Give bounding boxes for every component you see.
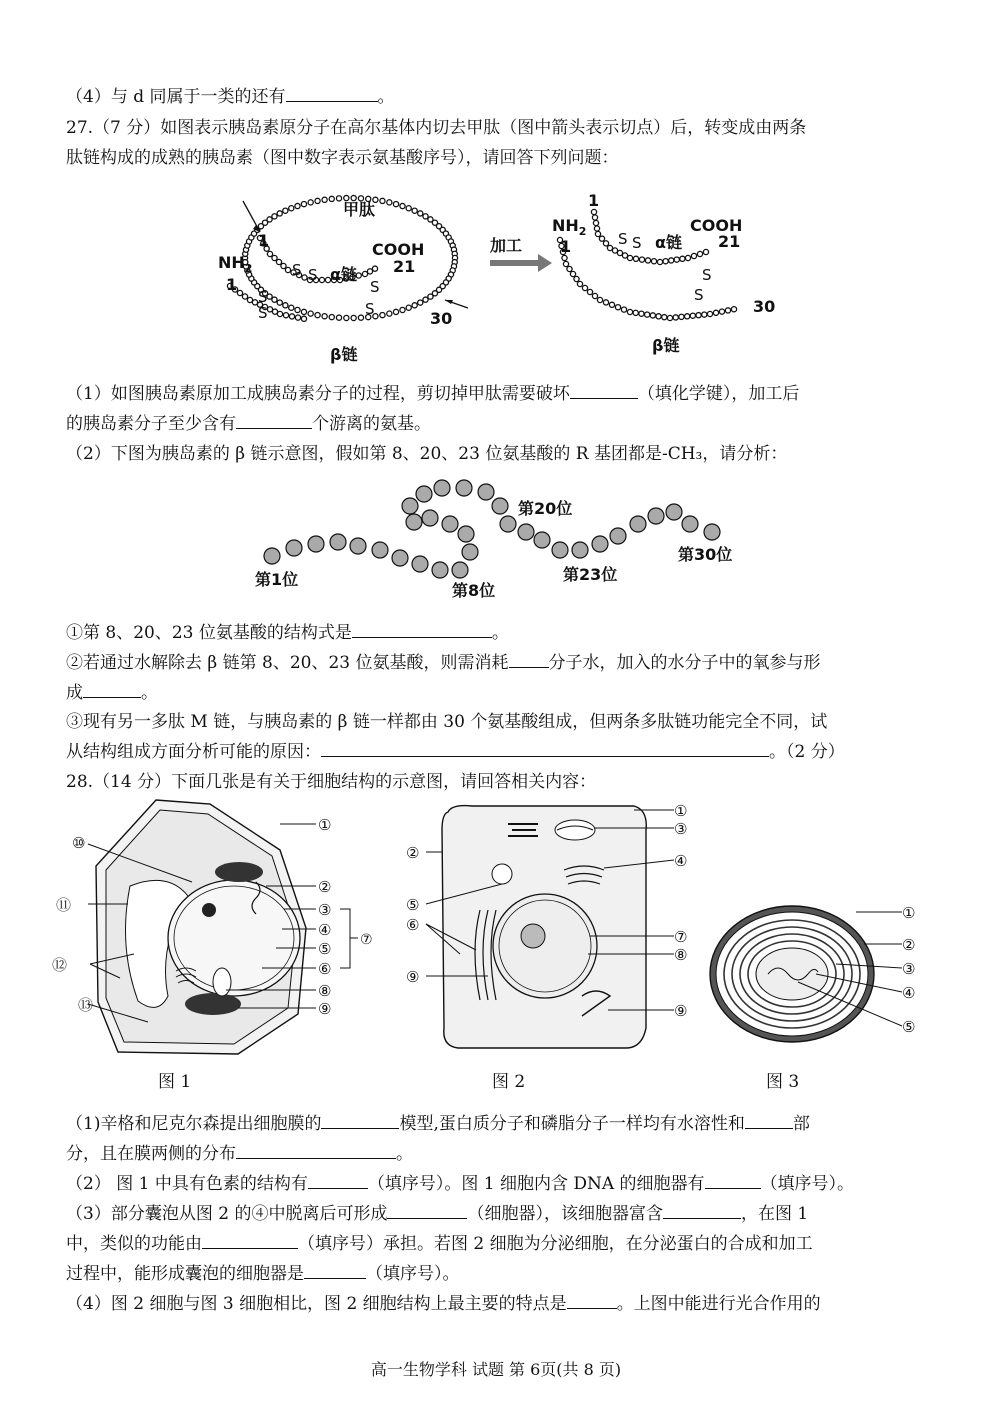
amino-acid-bead xyxy=(380,198,385,203)
amino-acid-bead xyxy=(322,314,327,319)
label-13: ⑬ xyxy=(78,996,94,1014)
label-5: ⑤ xyxy=(902,1018,916,1036)
amino-acid-bead xyxy=(452,562,468,578)
amino-acid-bead xyxy=(264,548,280,564)
amino-acid-bead xyxy=(667,315,672,320)
label-1: ① xyxy=(674,802,688,820)
ss-label: S xyxy=(370,278,380,296)
amino-acid-bead xyxy=(281,263,286,268)
q27-2-3-line1: ③现有另一多肽 M 链，与胰岛素的 β 链一样都由 30 个氨基酸组成，但两条多肽链功能完全不同，试 xyxy=(66,712,828,732)
q27-2-3-line2: 从结构组成方面分析可能的原因： 。（2 分） xyxy=(66,742,845,762)
amino-acid-bead xyxy=(582,285,587,290)
amino-acid-bead xyxy=(402,498,418,514)
amino-acid-bead xyxy=(336,196,341,201)
amino-acid-bead xyxy=(650,313,655,318)
nucleolus xyxy=(521,924,545,948)
amino-acid-bead xyxy=(603,241,608,246)
label-8: ⑧ xyxy=(318,982,332,1000)
amino-acid-bead xyxy=(315,198,320,203)
amino-acid-bead xyxy=(707,311,712,316)
amino-acid-bead xyxy=(456,480,472,496)
amino-acid-bead xyxy=(518,524,534,540)
label-1: ① xyxy=(318,816,332,834)
cut-arrow-1 xyxy=(243,201,260,232)
amino-acid-bead xyxy=(577,281,582,286)
amino-acid-bead xyxy=(358,315,363,320)
answer-blank[interactable] xyxy=(202,1233,298,1249)
position-30-label: 第30位 xyxy=(678,545,733,564)
amino-acid-bead xyxy=(418,211,423,216)
process-arrow-icon xyxy=(490,254,552,272)
answer-blank[interactable] xyxy=(236,1143,396,1159)
num-1-label: 1 xyxy=(588,191,600,210)
amino-acid-bead xyxy=(315,312,320,317)
q28-stem: 28.（14 分）下面几张是有关于细胞结构的示意图，请回答相关内容： xyxy=(66,772,597,792)
amino-acid-bead xyxy=(308,200,313,205)
amino-acid-bead xyxy=(289,206,294,211)
amino-acid-bead xyxy=(330,534,346,550)
q27-stem-line1: 27.（7 分）如图表示胰岛素原分子在高尔基体内切去甲肽（图中箭头表示切点）后，转变成由两条 xyxy=(66,118,807,138)
amino-acid-bead xyxy=(406,305,411,310)
position-8-label: 第8位 xyxy=(452,581,496,600)
label-10: ⑩ xyxy=(72,834,86,852)
amino-acid-bead xyxy=(387,311,392,316)
label-9: ⑨ xyxy=(318,1000,332,1018)
amino-acid-bead xyxy=(679,314,684,319)
label-5: ⑤ xyxy=(318,940,332,958)
label-3: ③ xyxy=(674,820,688,838)
amino-acid-bead xyxy=(633,310,638,315)
cooh-label: COOH xyxy=(372,240,425,259)
num-30-label: 30 xyxy=(430,309,453,328)
amino-acid-bead xyxy=(276,259,281,264)
alpha-chain-label: α链 xyxy=(330,265,357,284)
amino-acid-bead xyxy=(587,289,592,294)
amino-acid-bead xyxy=(367,269,372,274)
nucleolus xyxy=(202,903,216,917)
position-20-label: 第20位 xyxy=(518,499,573,518)
amino-acid-bead xyxy=(272,297,277,302)
answer-blank[interactable] xyxy=(567,1293,617,1309)
amino-acid-bead xyxy=(322,197,327,202)
amino-acid-bead xyxy=(344,315,349,320)
amino-acid-bead xyxy=(657,259,662,264)
ss-label: S xyxy=(258,304,268,322)
amino-acid-bead xyxy=(237,290,242,295)
amino-acid-bead xyxy=(351,315,356,320)
amino-acid-bead xyxy=(416,486,432,502)
q28-3-line1: （3）部分囊泡从图 2 的④中脱离后可形成 （细胞器），该细胞器富含 ，在图 1 xyxy=(66,1204,809,1224)
amino-acid-bead xyxy=(308,536,324,552)
amino-acid-bead xyxy=(295,315,300,320)
amino-acid-bead xyxy=(615,305,620,310)
amino-acid-bead xyxy=(458,526,474,542)
label-3: ③ xyxy=(902,960,916,978)
ss-label: S xyxy=(618,230,628,248)
q28-2-line: （2） 图 1 中具有色素的结构有 （填序号）。图 1 细胞内含 DNA 的细胞器有 （填序号）。 xyxy=(66,1174,855,1194)
num-21-label: 21 xyxy=(393,257,416,276)
label-7: ⑦ xyxy=(674,928,688,946)
amino-acid-bead xyxy=(592,215,597,220)
q28-4-line: （4）图 2 细胞与图 3 细胞相比，图 2 细胞结构上最主要的特点是 。上图中能进行光合作用的 xyxy=(66,1294,821,1314)
amino-acid-bead xyxy=(656,314,661,319)
label-9: ⑨ xyxy=(674,1002,688,1020)
amino-acid-bead xyxy=(591,209,596,214)
amino-acid-bead xyxy=(617,250,622,255)
ss-label: S xyxy=(365,300,375,318)
amino-acid-bead xyxy=(731,307,736,312)
beta-chain-figure xyxy=(250,478,750,608)
beta-chain-label: β链 xyxy=(330,345,358,364)
amino-acid-bead xyxy=(319,277,324,282)
label-1: ① xyxy=(902,904,916,922)
chloroplast xyxy=(215,862,263,882)
amino-acid-bead xyxy=(639,257,644,262)
label-4: ④ xyxy=(318,921,332,939)
amino-acid-bead xyxy=(393,201,398,206)
amino-acid-bead xyxy=(703,249,708,254)
amino-acid-bead xyxy=(630,516,646,532)
amino-acid-bead xyxy=(594,226,599,231)
answer-blank[interactable] xyxy=(509,652,549,668)
amino-acid-bead xyxy=(685,314,690,319)
num-21-label: 21 xyxy=(718,232,741,251)
answer-blank[interactable] xyxy=(304,1263,366,1279)
amino-acid-bead xyxy=(713,310,718,315)
label-2: ② xyxy=(902,936,916,954)
nh2-label: $NH_2$ xyxy=(218,253,253,275)
amino-acid-bead xyxy=(567,266,572,271)
amino-acid-bead xyxy=(500,516,516,532)
amino-acid-bead xyxy=(572,542,588,558)
amino-acid-bead xyxy=(627,309,632,314)
amino-acid-bead xyxy=(607,245,612,250)
label-4: ④ xyxy=(674,852,688,870)
amino-acid-bead xyxy=(651,259,656,264)
amino-acid-bead xyxy=(669,258,674,263)
q28-1-line1: （1)辛格和尼克尔森提出细胞膜的 模型,蛋白质分子和磷脂分子一样均有水溶性和 部 xyxy=(66,1114,810,1134)
amino-acid-bead xyxy=(301,309,306,314)
amino-acid-bead xyxy=(267,251,272,256)
amino-acid-bead xyxy=(492,498,508,514)
amino-acid-bead xyxy=(432,562,448,578)
amino-acid-bead xyxy=(423,297,428,302)
position-23-label: 第23位 xyxy=(563,565,618,584)
answer-blank[interactable] xyxy=(570,383,638,399)
amino-acid-bead xyxy=(412,208,417,213)
figure-3-caption: 图 3 xyxy=(766,1072,800,1092)
q27-stem-line2: 肽链构成的成熟的胰岛素（图中数字表示氨基酸序号），请回答下列问题： xyxy=(66,148,619,168)
amino-acid-bead xyxy=(609,302,614,307)
amino-acid-bead xyxy=(570,271,575,276)
amino-acid-bead xyxy=(592,293,597,298)
amino-acid-bead xyxy=(462,544,478,560)
label-12: ⑫ xyxy=(52,956,68,974)
amino-acid-bead xyxy=(286,540,302,556)
answer-blank[interactable] xyxy=(83,682,141,698)
amino-acid-bead xyxy=(627,255,632,260)
figure-2-caption: 图 2 xyxy=(492,1072,526,1092)
nucleus xyxy=(493,894,597,998)
amino-acid-bead xyxy=(534,532,550,548)
amino-acid-bead xyxy=(633,256,638,261)
amino-acid-bead xyxy=(387,200,392,205)
ss-label: S xyxy=(632,234,642,252)
label-2: ② xyxy=(318,878,332,896)
amino-acid-bead xyxy=(680,256,685,261)
amino-acid-bead xyxy=(442,516,458,532)
ss-label: S xyxy=(308,266,318,284)
figure-1-caption: 图 1 xyxy=(158,1072,192,1092)
answer-blank[interactable] xyxy=(387,1203,467,1219)
amino-acid-bead xyxy=(697,251,702,256)
nucleus xyxy=(168,880,300,996)
mitochondrion xyxy=(555,820,595,840)
amino-acid-bead xyxy=(418,300,423,305)
amino-acid-bead xyxy=(690,313,695,318)
amino-acid-bead xyxy=(406,206,411,211)
amino-acid-bead xyxy=(277,211,282,216)
amino-acid-bead xyxy=(663,259,668,264)
amino-acid-bead xyxy=(599,236,604,241)
mitochondrion xyxy=(213,968,231,996)
amino-acid-bead xyxy=(592,536,608,552)
amino-acid-bead xyxy=(242,294,247,299)
q27-2-2-line1: ②若通过水解除去 β 链第 8、20、23 位氨基酸，则需消耗 分子水，加入的水分子中的氧参与形 xyxy=(66,653,821,673)
amino-acid-bead xyxy=(308,311,313,316)
label-11: ⑪ xyxy=(56,896,72,914)
amino-acid-bead xyxy=(719,309,724,314)
answer-blank[interactable] xyxy=(236,413,312,429)
label-9: ⑨ xyxy=(406,968,420,986)
answer-blank[interactable] xyxy=(705,1173,761,1189)
amino-acid-bead xyxy=(666,504,682,520)
amino-acid-bead xyxy=(289,305,294,310)
amino-acid-bead xyxy=(648,508,664,524)
answer-blank[interactable] xyxy=(352,622,492,638)
amino-acid-bead xyxy=(283,303,288,308)
arrow-head-icon xyxy=(445,300,453,304)
amino-acid-bead xyxy=(295,203,300,208)
ss-label: S xyxy=(292,261,302,279)
answer-blank[interactable] xyxy=(321,741,769,757)
beta-chain-label: β链 xyxy=(652,336,680,355)
amino-acid-bead xyxy=(400,203,405,208)
amino-acid-bead xyxy=(285,267,290,272)
amino-acid-bead xyxy=(380,312,385,317)
amino-acid-bead xyxy=(406,514,422,530)
amino-acid-bead xyxy=(674,257,679,262)
q26-4-line: （4）与 d 同属于一类的还有 。 xyxy=(66,87,395,107)
amino-acid-bead xyxy=(289,314,294,319)
amino-acid-bead xyxy=(336,315,341,320)
centriole xyxy=(492,864,512,884)
amino-acid-bead xyxy=(685,255,690,260)
amino-acid-bead xyxy=(612,248,617,253)
amino-acid-bead xyxy=(277,300,282,305)
amino-acid-bead xyxy=(372,542,388,558)
amino-acid-bead xyxy=(597,297,602,302)
answer-blank[interactable] xyxy=(321,1113,399,1129)
num-1-label: 1 xyxy=(560,237,572,256)
plant-cell-figure xyxy=(48,796,373,1058)
bacterium-figure xyxy=(706,890,946,1050)
amino-acid-bead xyxy=(283,313,288,318)
amino-acid-bead xyxy=(725,308,730,313)
amino-acid-bead xyxy=(329,196,334,201)
amino-acid-bead xyxy=(478,484,494,500)
q28-3-line2: 中，类似的功能由 （填序号）承担。若图 2 细胞为分泌细胞，在分泌蛋白的合成和加工 xyxy=(66,1234,813,1254)
amino-acid-bead xyxy=(621,307,626,312)
q28-1-line2: 分，且在膜两侧的分布 。 xyxy=(66,1144,413,1164)
amino-acid-bead xyxy=(562,255,567,260)
label-7: ⑦ xyxy=(360,932,373,948)
amino-acid-bead xyxy=(645,312,650,317)
num-1-label: 1 xyxy=(258,231,270,250)
amino-acid-bead xyxy=(673,315,678,320)
amino-acid-bead xyxy=(639,311,644,316)
ss-label: S xyxy=(694,286,704,304)
nh2-label: $NH_2$ xyxy=(552,216,587,238)
amino-acid-bead xyxy=(302,275,307,280)
amino-acid-bead xyxy=(662,315,667,320)
amino-acid-bead xyxy=(422,510,438,526)
q27-1-line1: （1）如图胰岛素原加工成胰岛素分子的过程，剪切掉甲肽需要破坏 （填化学键），加工后 xyxy=(66,384,800,404)
amino-acid-bead xyxy=(301,201,306,206)
amino-acid-bead xyxy=(563,261,568,266)
alpha-chain-label: α链 xyxy=(655,233,682,252)
amino-acid-bead xyxy=(392,550,408,566)
label-5: ⑤ xyxy=(406,896,420,914)
num-30-label: 30 xyxy=(753,297,776,316)
amino-acid-bead xyxy=(329,314,334,319)
amino-acid-bead xyxy=(704,524,720,540)
amino-acid-bead xyxy=(428,294,433,299)
amino-acid-bead xyxy=(267,217,272,222)
amino-acid-bead xyxy=(696,313,701,318)
amino-acid-bead xyxy=(610,528,626,544)
chloroplast xyxy=(185,993,241,1015)
q27-2-2-line2: 成 。 xyxy=(66,683,158,703)
amino-acid-bead xyxy=(645,258,650,263)
label-3: ③ xyxy=(318,901,332,919)
amino-acid-bead xyxy=(412,303,417,308)
page-footer: 高一生物学科 试题 第 6页(共 8 页) xyxy=(370,1360,622,1379)
amino-acid-bead xyxy=(574,276,579,281)
amino-acid-bead xyxy=(603,300,608,305)
amino-acid-bead xyxy=(277,311,282,316)
amino-acid-bead xyxy=(691,253,696,258)
amino-acid-bead xyxy=(272,255,277,260)
q28-3-line3: 过程中，能形成囊泡的细胞器是 （填序号）。 xyxy=(66,1264,460,1284)
amino-acid-bead xyxy=(423,214,428,219)
amino-acid-bead xyxy=(595,231,600,236)
q27-2-stem: （2）下图为胰岛素的 β 链示意图，假如第 8、20、23 位氨基酸的 R 基团都是-CH₃，请分析： xyxy=(66,444,788,464)
amino-acid-bead xyxy=(362,271,367,276)
amino-acid-bead xyxy=(682,516,698,532)
amino-acid-bead xyxy=(272,214,277,219)
amino-acid-bead xyxy=(400,307,405,312)
amino-acid-bead xyxy=(372,266,377,271)
jiagong-label: 加工 xyxy=(490,236,523,255)
amino-acid-bead xyxy=(552,542,568,558)
jiatai-label: 甲肽 xyxy=(343,200,376,219)
cooh-label: COOH xyxy=(690,216,743,235)
answer-blank[interactable] xyxy=(663,1203,741,1219)
label-6: ⑥ xyxy=(406,916,420,934)
answer-blank[interactable] xyxy=(308,1173,368,1189)
amino-acid-bead xyxy=(593,220,598,225)
amino-acid-bead xyxy=(393,309,398,314)
position-1-label: 第1位 xyxy=(255,570,299,589)
amino-acid-bead xyxy=(295,307,300,312)
amino-acid-bead xyxy=(283,208,288,213)
label-8: ⑧ xyxy=(674,946,688,964)
ss-label: S xyxy=(258,288,268,306)
label-2: ② xyxy=(406,844,420,862)
animal-cell-figure xyxy=(402,800,702,1058)
q27-1-line2: 的胰岛素分子至少含有 个游离的氨基。 xyxy=(66,414,431,434)
q27-2-1-line: ①第 8、20、23 位氨基酸的结构式是 。 xyxy=(66,623,509,643)
answer-blank[interactable] xyxy=(286,86,378,102)
answer-blank[interactable] xyxy=(745,1113,793,1129)
label-4: ④ xyxy=(902,984,916,1002)
amino-acid-bead xyxy=(412,556,428,572)
insulin-processing-figure xyxy=(200,188,800,373)
label-6: ⑥ xyxy=(318,960,332,978)
num-1-label: 1 xyxy=(226,275,238,294)
amino-acid-bead xyxy=(301,316,306,321)
amino-acid-bead xyxy=(702,312,707,317)
amino-acid-bead xyxy=(350,538,366,554)
amino-acid-bead xyxy=(434,480,450,496)
amino-acid-bead xyxy=(622,253,627,258)
ss-label: S xyxy=(702,266,712,284)
